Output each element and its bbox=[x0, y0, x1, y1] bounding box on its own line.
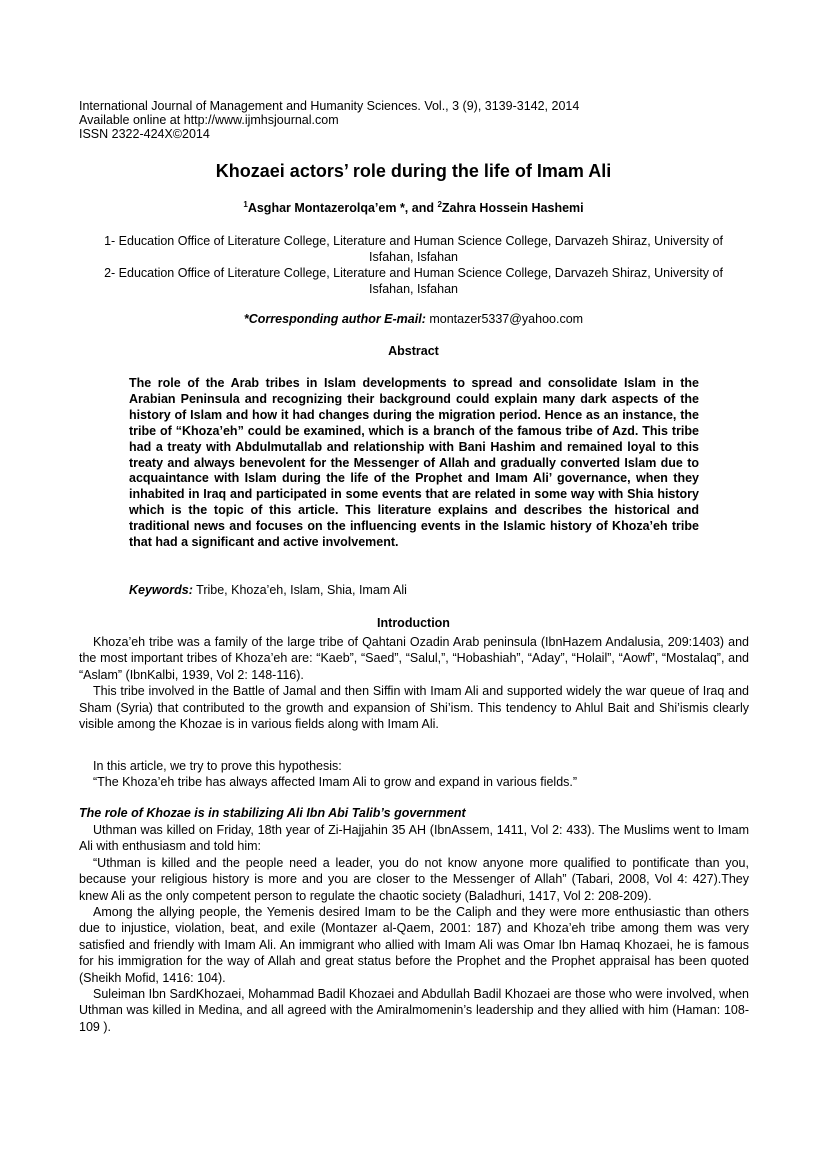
section-paragraph-4: Suleiman Ibn SardKhozaei, Mohammad Badil Khozaei and Abdullah Badil Khozaei are those who were involved, when Uthman was killed in Medina, and all agreed with the Amiralmomenin’s leadership and they allied with him (Haman: 108-109 ). bbox=[79, 987, 749, 1034]
journal-citation: International Journal of Management and Humanity Sciences. Vol., 3 (9), 3139-3142, 2014 bbox=[79, 99, 580, 113]
journal-url: Available online at http://www.ijmhsjournal.com bbox=[79, 113, 339, 127]
hypothesis-intro: In this article, we try to prove this hypothesis: bbox=[93, 759, 342, 773]
paper-title: Khozaei actors’ role during the life of Imam Ali bbox=[215, 161, 612, 181]
journal-issn: ISSN 2322-424X©2014 bbox=[79, 127, 210, 141]
section-paragraph-3: Among the allying people, the Yemenis desired Imam to be the Caliph and they were more enthusiastic than others due to injustice, violation, beat, and exile (Montazer al-Qaem, 2001: 187) and Khoza’eh tribe among them was very satisfied and friendly with Imam Ali. An immigrant who allied with Imam Ali was Omar Ibn Hamaq Khozaei, he is famous for his immigration for the way of Allah and great status before the Prophet and the Prophet appraisal has been quoted (Sheikh Mofid, 1416: 104). bbox=[79, 905, 749, 985]
hypothesis-statement: “The Khoza’eh tribe has always affected Imam Ali to grow and expand in various fields.” bbox=[93, 775, 578, 790]
affiliation-1: 1- Education Office of Literature College, Literature and Human Science College, Darvazeh Shiraz, University of Isfahan, Isfahan bbox=[104, 234, 723, 264]
author1-name: Asghar Montazerolqa’em *, and bbox=[247, 201, 438, 216]
intro-paragraph-2: This tribe involved in the Battle of Jamal and then Siffin with Imam Ali and supported widely the war queue of Iraq and Sham (Syria) that contributed to the growth and expansion of Shi’ism. This tendency to Ahlul Bait and Shi’ismis clearly visible among the Khozae is in various fields along with Imam Ali. bbox=[79, 684, 749, 732]
introduction-body bbox=[79, 634, 749, 732]
corresponding-email: montazer5337@yahoo.com bbox=[425, 312, 584, 326]
journal-header bbox=[79, 99, 579, 141]
section-paragraph-2: “Uthman is killed and the people need a leader, you do not know anyone more qualified to pontificate than you, because your religious history is more and you are closer to the Messenger of Allah” (Tabari, 2008, Vol 4: 427).They knew Ali as the only competent person to regulate the chaotic society (Baladhuri, 1417, Vol 2: 208-209). bbox=[79, 855, 749, 903]
abstract-heading: Abstract bbox=[388, 344, 439, 358]
section-heading: The role of Khozae is in stabilizing Ali Ibn Abi Talib’s government bbox=[79, 806, 466, 820]
section-body bbox=[79, 822, 749, 1035]
introduction-heading: Introduction bbox=[377, 616, 450, 630]
author1-marker: 1 bbox=[243, 200, 248, 209]
keywords-line bbox=[129, 583, 407, 597]
abstract-text: The role of the Arab tribes in Islam developments to spread and consolidate Islam in the Arabian Peninsula and recognizing their background could explain many dark aspects of the history of Islam and how it had changes during the migration period. Hence as an instance, the tribe of “Khoza’eh” could be examined, which is a branch of the famous tribe of Azd. This tribe had a treaty with Abdulmutallab and relationship with Bani Hashim and remained loyal to this treaty and always benevolent for the Messenger of Allah and gradually converted Islam due to acquaintance with Islam during the life of the Prophet and Imam Ali’ governance, when they inhabited in Iraq and participated in some events that are related in some way with Shia history which is the topic of this article. This literature explains and describes the historical and traditional news and focuses on the influencing events in the Islamic history of Khoza’eh tribe that had a significant and active involvement. bbox=[129, 376, 699, 550]
hypothesis-block bbox=[79, 758, 749, 791]
corresponding-label: *Corresponding author E-mail: bbox=[243, 312, 426, 326]
section-paragraph-1: Uthman was killed on Friday, 18th year of Zi-Hajjahin 35 AH (IbnAssem, 1411, Vol 2: 433). The Muslims went to Imam Ali with enthusiasm and told him: bbox=[79, 823, 749, 854]
keywords-label: Keywords: bbox=[129, 583, 193, 597]
corresponding-author bbox=[0, 312, 827, 326]
intro-paragraph-1: Khoza’eh tribe was a family of the large tribe of Qahtani Ozadin Arab peninsula (IbnHazem Andalusia, 209:1403) and the most important tribes of Khoza’eh are: “Kaeb”, “Saed”, “Salul,”, “Hobashiah”, “Aday”, “Holail”, “Aowf”, “Mostalaq”, and “Aslam” (IbnKalbi, 1939, Vol 2: 148-116). bbox=[79, 635, 749, 682]
author2-marker: 2 bbox=[437, 200, 442, 209]
author2-name: Zahra Hossein Hashemi bbox=[441, 201, 584, 216]
affiliation-2: 2- Education Office of Literature College, Literature and Human Science College, Darvazeh Shiraz, University of Isfahan, Isfahan bbox=[104, 266, 723, 296]
author-line bbox=[0, 200, 827, 215]
keywords-value: Tribe, Khoza’eh, Islam, Shia, Imam Ali bbox=[192, 583, 407, 597]
